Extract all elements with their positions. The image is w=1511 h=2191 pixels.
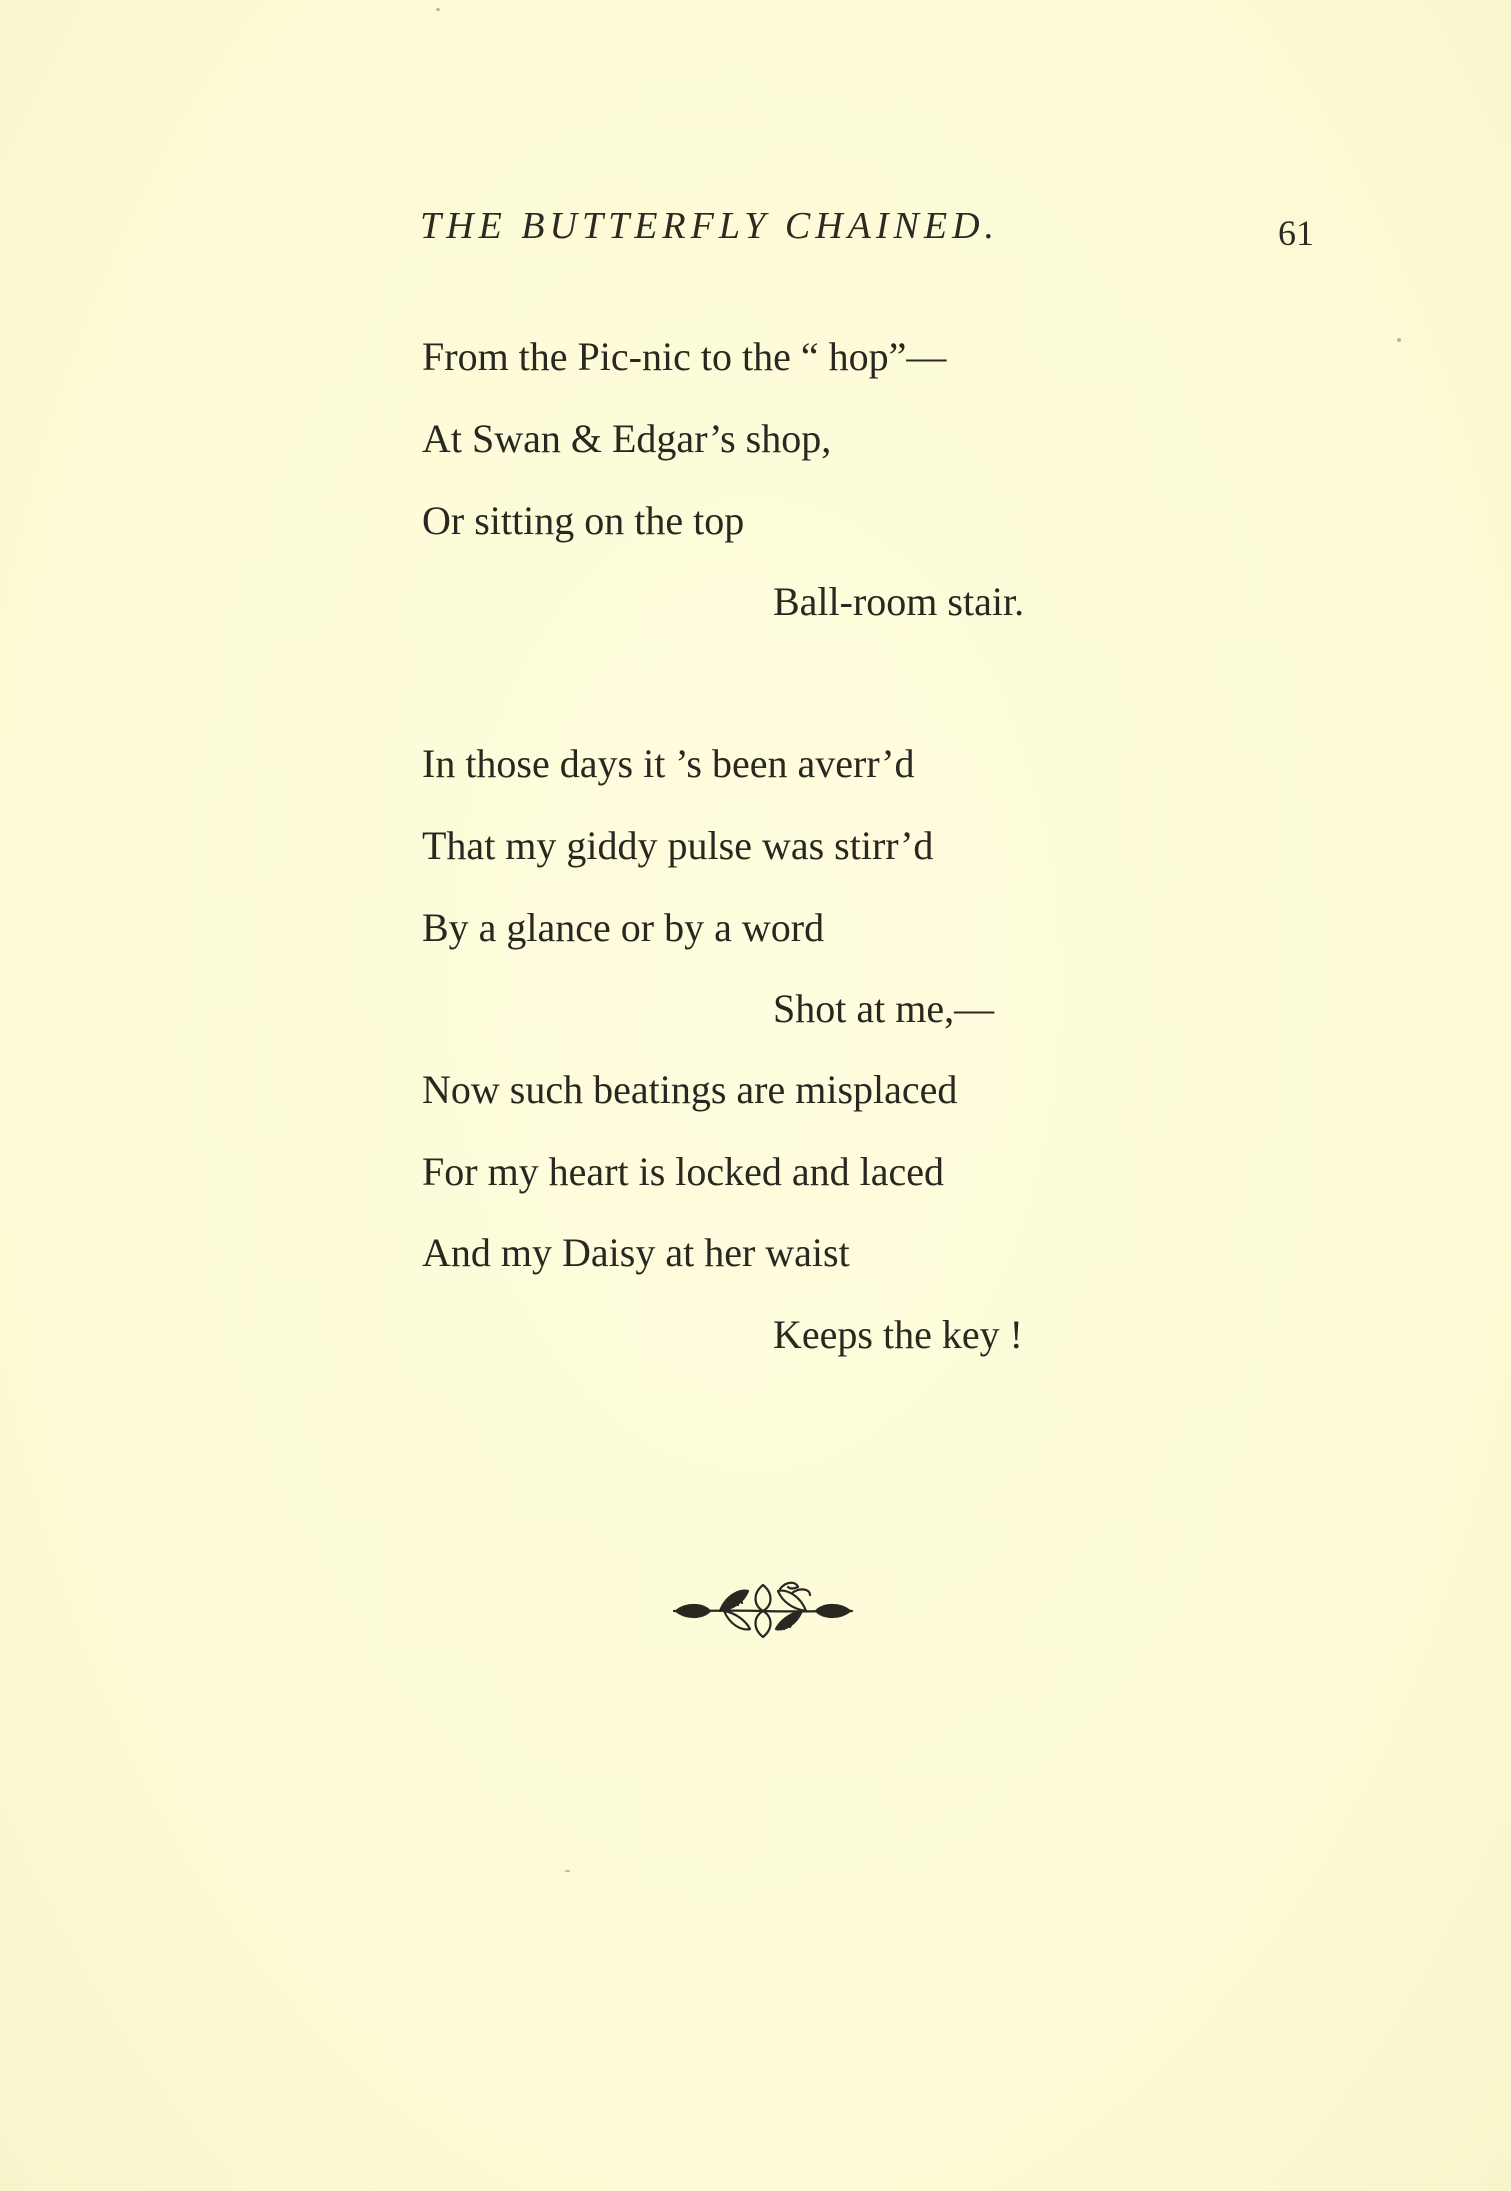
page-number: 61 [1278,213,1314,253]
verse-line: At Swan & Edgar’s shop, [422,416,832,461]
verse-line: Ball-room stair. [773,579,1025,624]
verse-line: And my Daisy at her waist [422,1230,850,1275]
verse-line: Shot at me,— [773,986,995,1031]
verse-line: In those days it ’s been averr’d [422,741,915,786]
verse-line: Keeps the key ! [773,1312,1023,1357]
running-title: THE BUTTERFLY CHAINED. [420,205,1000,247]
verse-line: Or sitting on the top [422,498,745,543]
paper-speck [565,1870,570,1872]
paper-speck [436,8,440,11]
floral-tailpiece-icon [668,1575,858,1645]
verse-line: From the Pic-nic to the “ hop”— [422,334,947,379]
verse-line: Now such beatings are misplaced [422,1067,958,1112]
verse-line: By a glance or by a word [422,905,825,950]
verse-line: For my heart is locked and laced [422,1149,945,1194]
paper-speck [1397,338,1401,342]
verse-line: That my giddy pulse was stirr’d [422,823,934,868]
